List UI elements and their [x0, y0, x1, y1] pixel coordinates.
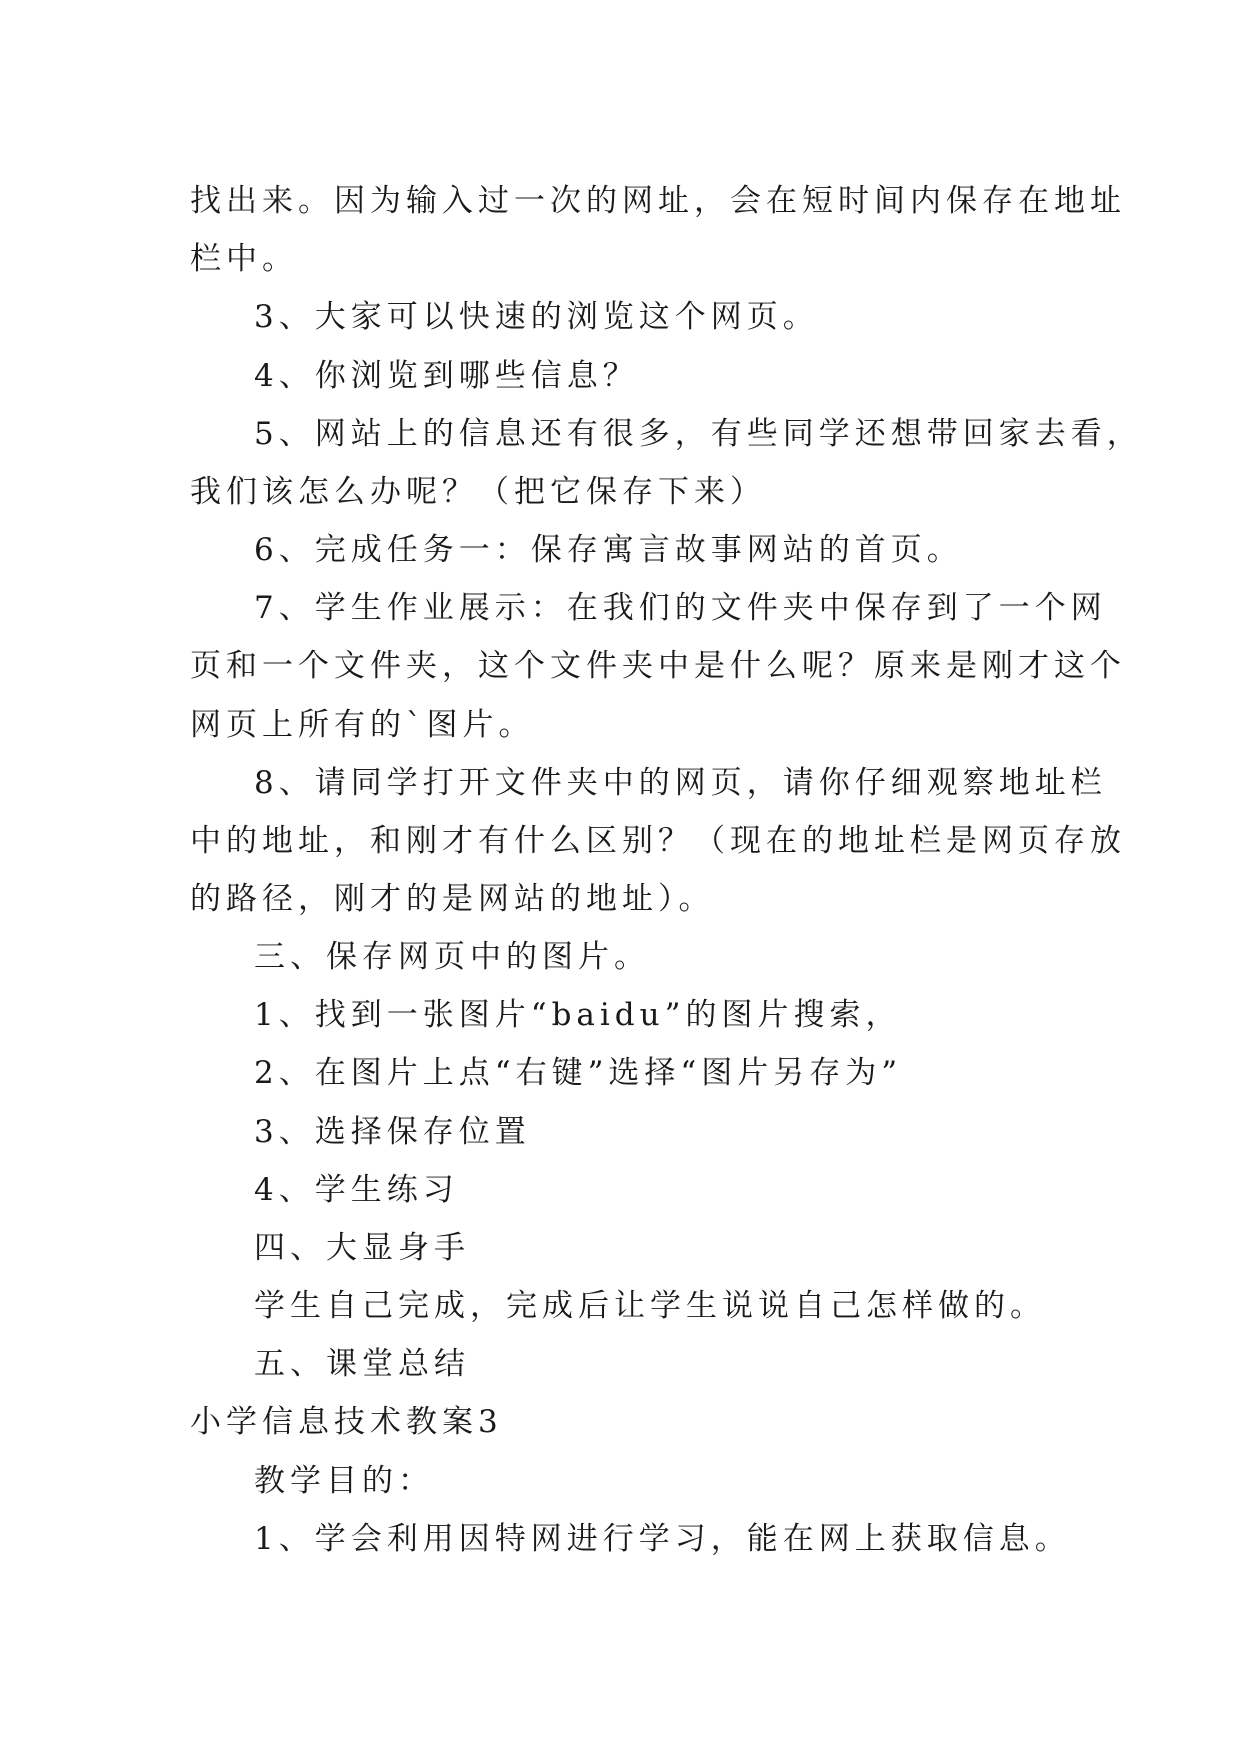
paragraph-line: 中的地址，和刚才有什么区别？（现在的地址栏是网页存放 [190, 823, 1126, 859]
paragraph-line: 栏中。 [190, 241, 298, 277]
paragraph-line: 6、完成任务一：保存寓言故事网站的首页。 [254, 532, 963, 568]
section-heading: 四、大显身手 [254, 1230, 470, 1266]
paragraph-line: 我们该怎么办呢？（把它保存下来） [190, 474, 766, 510]
paragraph-line: 3、大家可以快速的浏览这个网页。 [254, 299, 819, 335]
paragraph-line: 4、学生练习 [254, 1172, 459, 1208]
paragraph-line: 教学目的： [254, 1463, 434, 1499]
paragraph-line: 的路径，刚才的是网站的地址）。 [190, 881, 715, 917]
paragraph-line: 网页上所有的`图片。 [190, 707, 535, 743]
paragraph-line: 7、学生作业展示：在我们的文件夹中保存到了一个网 [254, 590, 1107, 626]
section-heading: 三、保存网页中的图片。 [254, 939, 650, 975]
paragraph-line: 5、网站上的信息还有很多，有些同学还想带回家去看， [254, 416, 1143, 452]
paragraph-line: 找出来。因为输入过一次的网址，会在短时间内保存在地址 [190, 183, 1126, 219]
paragraph-line: 1、找到一张图片“baidu”的图片搜索， [254, 997, 902, 1033]
paragraph-line: 3、选择保存位置 [254, 1114, 531, 1150]
paragraph-line: 8、请同学打开文件夹中的网页，请你仔细观察地址栏 [254, 765, 1107, 801]
paragraph-line: 4、你浏览到哪些信息？ [254, 358, 639, 394]
paragraph-line: 2、在图片上点“右键”选择“图片另存为” [254, 1055, 903, 1091]
section-heading: 五、课堂总结 [254, 1346, 470, 1382]
paragraph-line: 学生自己完成，完成后让学生说说自己怎样做的。 [254, 1288, 1046, 1324]
document-title: 小学信息技术教案3 [190, 1404, 503, 1440]
paragraph-line: 页和一个文件夹，这个文件夹中是什么呢？原来是刚才这个 [190, 648, 1126, 684]
paragraph-line: 1、学会利用因特网进行学习，能在网上获取信息。 [254, 1521, 1071, 1557]
